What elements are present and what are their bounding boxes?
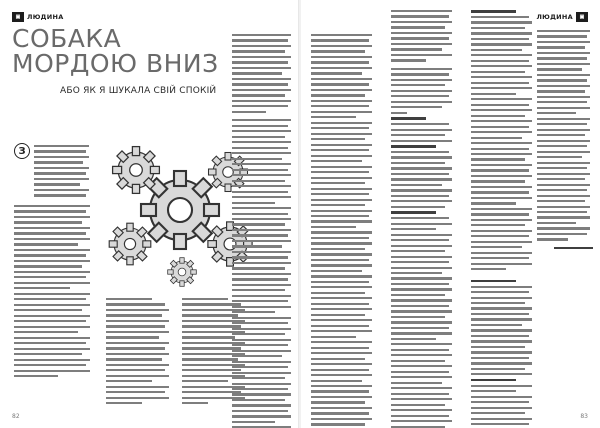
drop-cap: З (14, 143, 30, 159)
body-column-8 (537, 30, 593, 253)
section-tag (12, 12, 64, 22)
body-column-1-top (34, 145, 92, 200)
body-column-5 (311, 34, 375, 428)
body-column-1 (14, 205, 94, 381)
headline-line-2: МОРДОЮ ВНИЗ (12, 49, 219, 78)
magazine-logo-icon: ▣ (576, 12, 588, 22)
gear-icon (168, 258, 197, 287)
magazine-logo-icon: ▣ (12, 12, 24, 22)
section-tag (536, 12, 588, 22)
body-column-4 (232, 34, 294, 428)
body-column-7 (471, 10, 535, 428)
body-column-2 (106, 298, 172, 408)
section-label: ЛЮДИНА (27, 13, 64, 21)
right-page (301, 0, 600, 428)
page-number-right: 83 (580, 413, 588, 420)
body-column-6 (391, 10, 455, 428)
headline-line-1: СОБАКА (12, 24, 122, 53)
article-subhead: АБО ЯК Я ШУКАЛА СВІЙ СПОКІЙ (60, 86, 217, 96)
article-headline (12, 26, 219, 76)
section-label: ЛЮДИНА (536, 13, 573, 21)
gear-icon (113, 147, 160, 194)
page-number-left: 82 (12, 413, 20, 420)
gear-icon (109, 223, 151, 265)
